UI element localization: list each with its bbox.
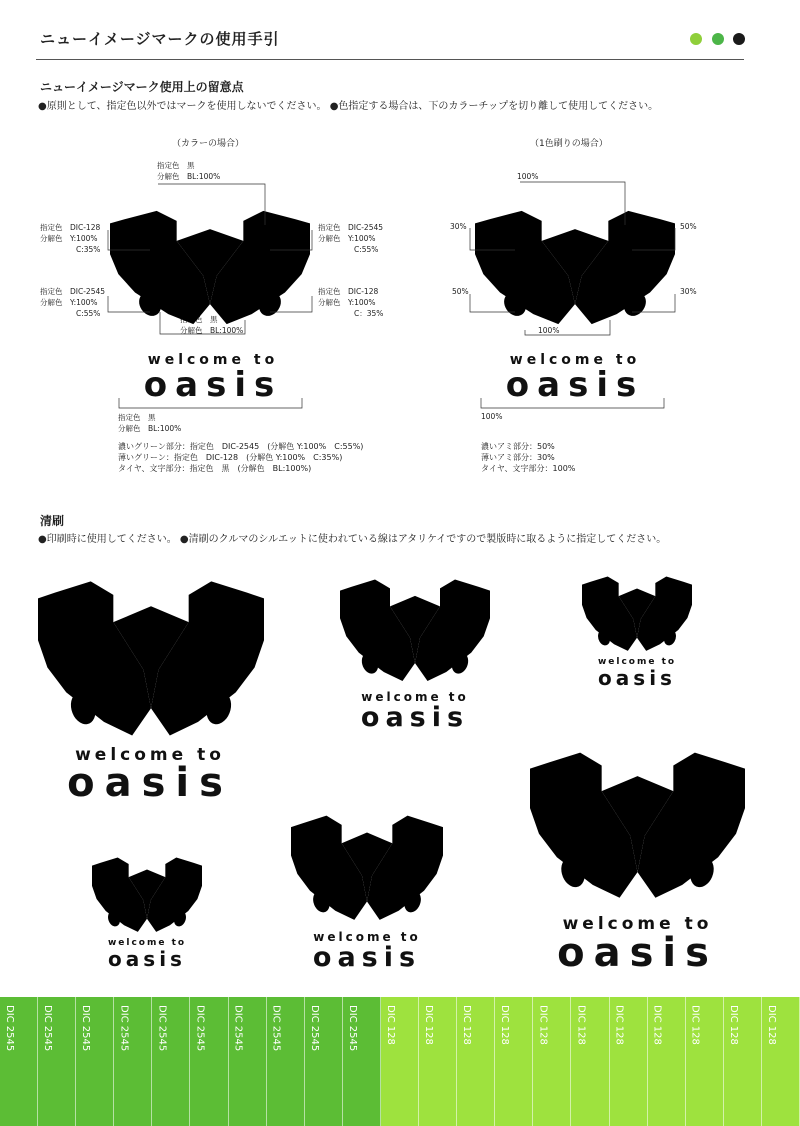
reproduction-large-1-welcome: welcome to <box>75 745 225 765</box>
reproduction-medium-2-welcome: welcome to <box>313 930 421 944</box>
mono-caption: （1色刷りの場合） <box>530 139 608 149</box>
color-chip-dark <box>0 997 38 1126</box>
color-chip-label: DIC 128 <box>461 1005 473 1045</box>
color-chip-light <box>648 997 686 1126</box>
page-title: ニューイメージマークの使用手引 <box>40 30 280 48</box>
mono-logo-oasis: oasis <box>505 365 645 405</box>
color-caption: （カラーの場合） <box>172 139 245 149</box>
color-chip-light <box>571 997 609 1126</box>
color-label-left-lower: 指定色 DIC-2545 分解色 Y:100% C:55% <box>40 287 106 318</box>
reproduction-small-1-oasis: oasis <box>598 666 676 690</box>
mono-label-right-lower: 30% <box>680 287 697 296</box>
mono-legend: 濃いアミ部分：50% 薄いアミ部分：30% タイヤ、文字部分：100% <box>481 442 576 473</box>
color-chip-label: DIC 128 <box>765 1005 777 1045</box>
color-chip-label: DIC 2545 <box>42 1005 54 1052</box>
section2-heading: 清刷 <box>40 514 65 528</box>
color-label-right-upper: 指定色 DIC-2545 分解色 Y:100% C:55% <box>318 223 384 254</box>
reproduction-mark-small-1 <box>582 571 692 653</box>
section2-note: ●印刷時に使用してください。 ●清刷のクルマのシルエットに使われている線はアタリケイですので製版時に取るように指定してください。 <box>38 534 667 545</box>
color-label-bottom: 指定色 黒 分解色 BL:100% <box>180 315 244 335</box>
color-chip-label: DIC 2545 <box>4 1005 15 1052</box>
color-chip-light <box>610 997 648 1126</box>
reproduction-small-2-oasis: oasis <box>108 947 186 971</box>
color-chip-light <box>686 997 724 1126</box>
color-logo-oasis: oasis <box>143 365 283 405</box>
color-chip-label: DIC 2545 <box>308 1005 320 1052</box>
color-label-under: 指定色 黒 分解色 BL:100% <box>118 413 182 433</box>
reproduction-mark-large-1 <box>38 570 264 740</box>
reproduction-large-2-oasis: oasis <box>557 930 718 976</box>
color-chip-light <box>724 997 762 1126</box>
color-chip-light <box>419 997 457 1126</box>
color-chip-label: DIC 128 <box>651 1005 663 1045</box>
color-chip-label: DIC 128 <box>689 1005 701 1045</box>
color-label-right-lower: 指定色 DIC-128 分解色 Y:100% C：35% <box>318 287 384 318</box>
section1-heading: ニューイメージマーク使用上の留意点 <box>40 80 244 94</box>
color-chip-dark <box>267 997 305 1126</box>
mono-label-bottom: 100% <box>538 326 560 335</box>
section1-note: ●原則として、指定色以外ではマークを使用しないでください。 ●色指定する場合は、下のカラーチップを切り離して使用してください。 <box>38 101 659 112</box>
reproduction-mark-small-2 <box>92 852 202 934</box>
mono-label-under: 100% <box>481 412 503 421</box>
reproduction-medium-2-oasis: oasis <box>312 942 422 973</box>
color-chip-light <box>533 997 571 1126</box>
color-label-top: 指定色 黒 分解色 BL:100% <box>157 161 221 181</box>
color-chip-light <box>457 997 495 1126</box>
mono-logo-bracket <box>480 398 670 410</box>
reproduction-mark-medium-1 <box>340 572 490 684</box>
color-chip-label: DIC 128 <box>613 1005 625 1045</box>
color-legend: 濃いグリーン部分：指定色 DIC-2545 (分解色 Y:100% C:55%) 薄いグリーン：指定色 DIC-128 (分解色 Y:100% C:35%) タイヤ、文字部分：指定色 黒 (分解色 BL:100%) <box>118 442 364 473</box>
color-chip-label: DIC 2545 <box>118 1005 130 1052</box>
color-chip-label: DIC 128 <box>537 1005 549 1045</box>
color-chip-label: DIC 128 <box>575 1005 587 1045</box>
color-chip-dark <box>305 997 343 1126</box>
color-chip-label: DIC 2545 <box>156 1005 168 1052</box>
reproduction-small-2-welcome: welcome to <box>107 938 187 948</box>
reproduction-large-1-oasis: oasis <box>67 760 233 806</box>
color-chip-label: DIC 128 <box>384 1005 396 1045</box>
color-chip-label: DIC 2545 <box>346 1005 358 1052</box>
color-chip-label: DIC 128 <box>423 1005 435 1045</box>
color-logo-welcome: welcome to <box>147 352 279 368</box>
color-chip-dark <box>229 997 267 1126</box>
color-chip-dark <box>38 997 76 1126</box>
color-chip-light <box>762 997 800 1126</box>
color-chip-light <box>381 997 419 1126</box>
mono-label-left-lower: 50% <box>452 287 469 296</box>
mono-label-left-upper: 30% <box>450 222 467 231</box>
color-chip-light <box>495 997 533 1126</box>
mono-label-right-upper: 50% <box>680 222 697 231</box>
mono-label-top: 100% <box>517 172 539 181</box>
color-chip-dark <box>114 997 152 1126</box>
color-chip-label: DIC 128 <box>727 1005 739 1045</box>
color-chip-label: DIC 2545 <box>194 1005 206 1052</box>
color-chip-dark <box>343 997 381 1126</box>
color-label-left-upper: 指定色 DIC-128 分解色 Y:100% C:35% <box>40 223 101 254</box>
reproduction-medium-1-oasis: oasis <box>360 702 470 733</box>
reproduction-medium-1-welcome: welcome to <box>361 690 469 704</box>
reproduction-mark-medium-2 <box>291 808 443 923</box>
color-chip-label: DIC 2545 <box>80 1005 92 1052</box>
mono-logo-welcome: welcome to <box>509 352 641 368</box>
color-chip-label: DIC 2545 <box>232 1005 244 1052</box>
reproduction-mark-large-2 <box>530 742 745 902</box>
reproduction-large-2-welcome: welcome to <box>562 914 713 934</box>
color-chip-dark <box>190 997 228 1126</box>
color-chip-label: DIC 128 <box>499 1005 511 1045</box>
mono-leader-lines <box>0 0 800 500</box>
color-chip-dark <box>76 997 114 1126</box>
reproduction-small-1-welcome: welcome to <box>597 657 677 667</box>
color-chip-dark <box>152 997 190 1126</box>
color-chip-label: DIC 2545 <box>270 1005 282 1052</box>
